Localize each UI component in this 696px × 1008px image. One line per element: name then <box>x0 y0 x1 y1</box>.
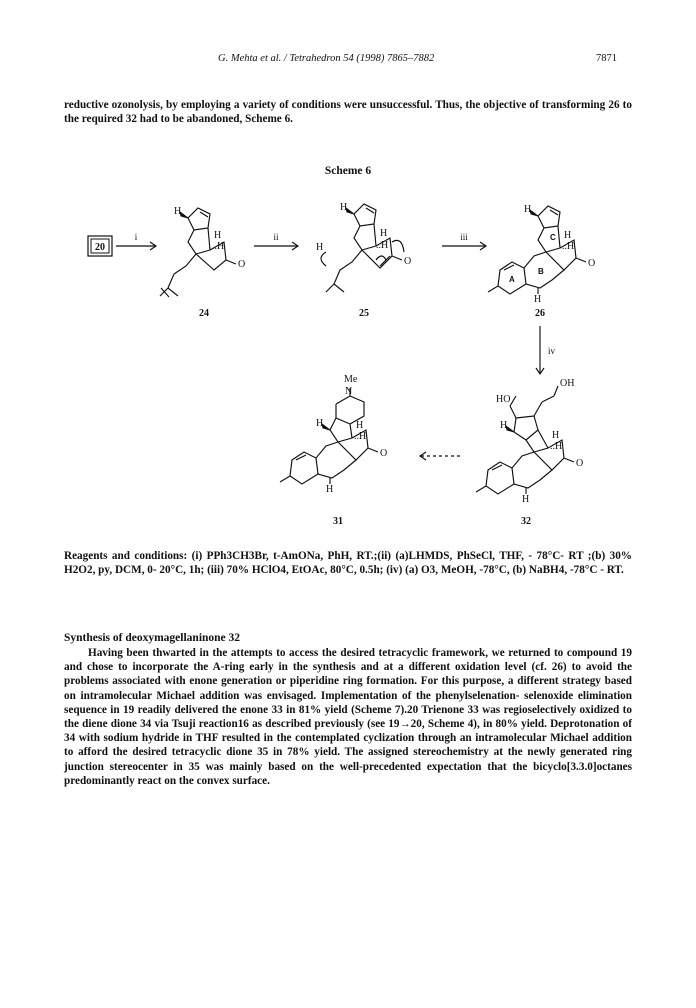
structure-31 <box>476 378 583 527</box>
journal-citation: G. Mehta et al. / Tetrahedron 54 (1998) 7865–7882 <box>218 53 435 64</box>
atom-o: O <box>404 256 412 267</box>
compound-label-25: 25 <box>359 308 369 319</box>
atom-alpha-h: ..H <box>212 241 225 252</box>
atom-h: H <box>380 228 388 239</box>
arrow-step-iv <box>536 326 556 374</box>
step-label-iv: iv <box>548 346 556 356</box>
atom-alpha-h: ..H <box>354 431 367 442</box>
running-head <box>0 53 696 67</box>
atom-alpha-h: ..H <box>562 241 575 252</box>
atom-o: O <box>588 258 596 269</box>
ring-label-a: A <box>509 275 515 284</box>
compound-label-20: 20 <box>95 242 105 253</box>
atom-h: H <box>564 230 572 241</box>
arrow-step-i <box>116 232 156 250</box>
atom-alpha-h: ..H <box>550 441 563 452</box>
ring-label-c: C <box>550 233 556 242</box>
compound-label-31: 32 <box>521 516 531 527</box>
atom-me: Me <box>344 374 358 385</box>
step-label-ii: ii <box>273 232 279 242</box>
atom-h: H <box>340 202 348 213</box>
structure-32 <box>280 374 387 527</box>
compound-label-26: 26 <box>535 308 545 319</box>
atom-h: H <box>174 206 182 217</box>
atom-h: H <box>316 418 324 429</box>
atom-oh: OH <box>560 378 575 389</box>
atom-o: O <box>576 458 584 469</box>
scheme-6-figure <box>64 190 632 540</box>
atom-h: H <box>316 242 324 253</box>
reagents-text: : (i) PPh3CH3Br, t-AmONa, PhH, RT.;(ii) (a)LHMDS, PhSeCl, THF, - 78°C- RT ;(b) 30% H2O2, py, DCM, 0- 20°C, 1h; (iii) 70% HClO4, EtOAc, 80°C, 0.5h; (iv) (a) O3, MeOH, -78°C, (b) NaBH4, -78°C - RT. <box>64 550 632 577</box>
atom-h: H <box>534 294 542 305</box>
atom-h: H <box>552 430 560 441</box>
ring-label-b: B <box>538 267 544 276</box>
atom-h: H <box>326 484 334 495</box>
structure-25 <box>316 202 411 319</box>
arrow-step-ii <box>254 232 298 250</box>
arrow-dashed <box>420 452 460 460</box>
reagents-heading: Reagents and conditions <box>64 550 184 562</box>
atom-h: H <box>214 230 222 241</box>
atom-h: H <box>524 204 532 215</box>
section-title: Synthesis of deoxymagellaninone 32 <box>64 632 241 644</box>
arrow-step-iii <box>442 232 486 250</box>
section-body: Having been thwarted in the attempts to access the desired tetracyclic framework, we returned to compound 19 and chose to incorporate the A-ring early in the synthesis and at a different oxidation level (cf. 26) to avoid the problems associated with enone generation or piperidine ring formation. For this purpose, a different strategy based on intramolecular Michael addition was envisaged. Implementation of the phenylselenation- selenoxide elimination sequence in 19 readily delivered the enone 33 in 81% yield (Scheme 7).20 Trienone 33 was regioselectively oxidized to the diene dione 34 via Tsuji reaction16 as described previously (see 19→20, Scheme 4), in 80% yield. Deprotonation of 34 with sodium hydride in THF resulted in the contemplated cyclization through an intramolecular Michael addition to afford the desired tetracyclic dione 35 in 78% yield. The assigned stereochemistry at the newly generated ring junction stereocenter in 35 was mainly based on the well-precedented expectation that the bicyclo[3.3.0]octanes predominantly react on the convex surface. <box>64 647 632 787</box>
intro-paragraph: reductive ozonolysis, by employing a variety of conditions were unsuccessful. Thus, the objective of transforming 26 to the required 32 had to be abandoned, Scheme 6. <box>64 99 632 126</box>
compound-label-32: 31 <box>333 516 343 527</box>
atom-ho: HO <box>496 394 511 405</box>
atom-h: H <box>356 420 364 431</box>
scheme-title: Scheme 6 <box>324 165 372 177</box>
reagents-conditions <box>64 549 632 577</box>
atom-o: O <box>238 259 246 270</box>
compound-label-24: 24 <box>199 308 209 319</box>
atom-n: N <box>345 386 353 397</box>
structure-24 <box>160 206 245 319</box>
step-label-i: i <box>134 232 138 242</box>
compound-20-box <box>88 236 112 256</box>
structure-26 <box>488 204 595 319</box>
step-label-iii: iii <box>460 232 468 242</box>
atom-o: O <box>380 448 388 459</box>
atom-h: H <box>522 494 530 505</box>
atom-alpha-h: ..H <box>376 240 389 251</box>
page-number: 7871 <box>596 53 617 64</box>
atom-h: H <box>500 420 508 431</box>
